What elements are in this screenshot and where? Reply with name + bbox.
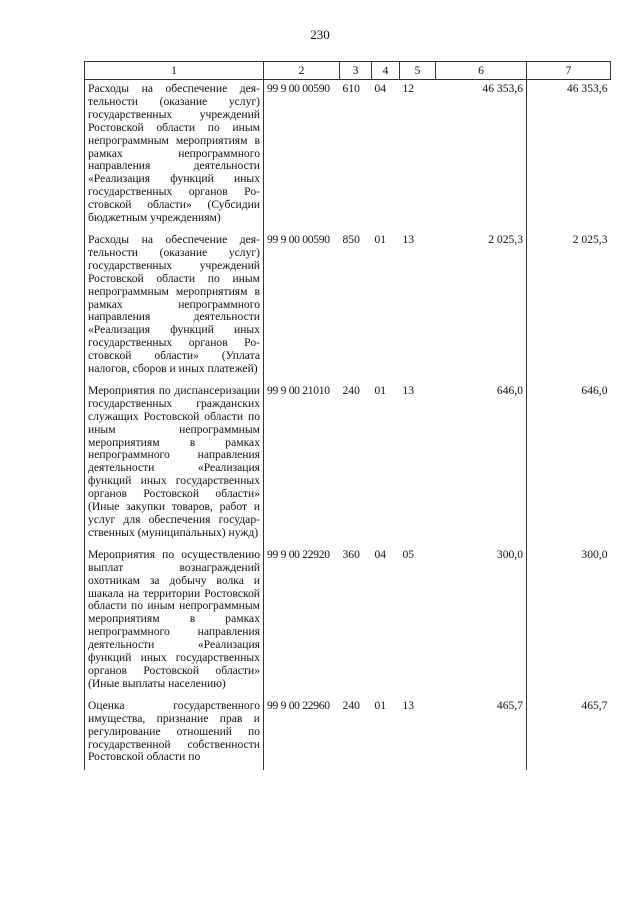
column-header: 2 [264,62,340,80]
row-section: 01 [374,232,387,246]
column-header: 5 [400,62,436,80]
row-name: Оценка государственного имущества, признание прав и регулирование отношений по государственной собственности Ростовской области по [85,697,264,771]
table-header-row [85,62,611,80]
table-row [85,80,611,231]
row-section: 04 [374,547,387,561]
row-section: 01 [374,698,387,712]
row-amount-6: 46 353,6 [482,82,523,95]
table-row [85,382,611,546]
row-subsection: 13 [402,232,415,246]
row-name: Мероприятия по диспансеризации государственных гражданских служащих Ростовской области по иным непрограммным мероприятиям в рамках непрограммного направления деятельности «Реализация функций иных государственных органов Ростовской области» (Иные закупки товаров, работ и услуг для обеспечения государственных (муниципальных) нужд) [85,382,264,546]
row-type: 240 [342,383,360,397]
row-section: 01 [374,383,387,397]
table-row [85,231,611,382]
row-code: 99 9 00 22960 [267,698,330,712]
row-name: Расходы на обеспечение деятельности (оказание услуг) государственных учреждений Ростовской области по иным непрограммным мероприятиям в рамках непрограммного направления деятельности «Реализация функций иных государственных органов Ростовской области» (Уплата налогов, сборов и иных платежей) [85,231,264,382]
column-header: 1 [85,62,264,80]
row-amount-7: 646,0 [527,382,611,546]
row-amount-7: 2 025,3 [527,231,611,382]
row-code: 99 9 00 22920 [267,547,330,561]
row-name: Мероприятия по осуществлению выплат вознаграждений охотникам за добычу волка и шакала на территории Ростовской области по иным непрограммным мероприятиям в рамках непрограммного направления деятельности «Реализация функций иных государственных органов Ростовской области» (Иные выплаты населению) [85,546,264,697]
table-row [85,546,611,697]
table-row [85,697,611,771]
row-subsection: 05 [402,547,415,561]
row-amount-6: 300,0 [496,547,523,561]
row-code: 99 9 00 00590 [267,232,330,246]
page-number: 230 [310,27,330,42]
row-code: 99 9 00 21010 [267,383,330,397]
row-subsection: 12 [402,82,415,95]
column-header: 7 [527,62,611,80]
column-header: 4 [372,62,400,80]
row-amount-7: 465,7 [527,697,611,771]
row-amount-6: 465,7 [496,698,523,712]
row-type: 360 [342,547,360,561]
row-type: 610 [342,82,360,95]
column-header: 3 [340,62,372,80]
row-amount-6: 646,0 [496,383,523,397]
budget-table [84,61,611,770]
row-amount-7: 46 353,6 [527,80,611,231]
row-subsection: 13 [402,383,415,397]
row-code: 99 9 00 00590 [267,82,330,95]
column-header: 6 [436,62,527,80]
row-amount-6: 2 025,3 [488,232,523,246]
row-type: 240 [342,698,360,712]
row-name: Расходы на обеспечение деятельности (оказание услуг) государственных учреждений Ростовской области по иным непрограммным мероприятиям в рамках непрограммного направления деятельности «Реализация функций иных государственных органов Ростовской области» (Субсидии бюджетным учреждениям) [85,80,264,231]
row-amount-7: 300,0 [527,546,611,697]
row-subsection: 13 [402,698,415,712]
row-type: 850 [342,232,360,246]
row-section: 04 [374,82,387,95]
